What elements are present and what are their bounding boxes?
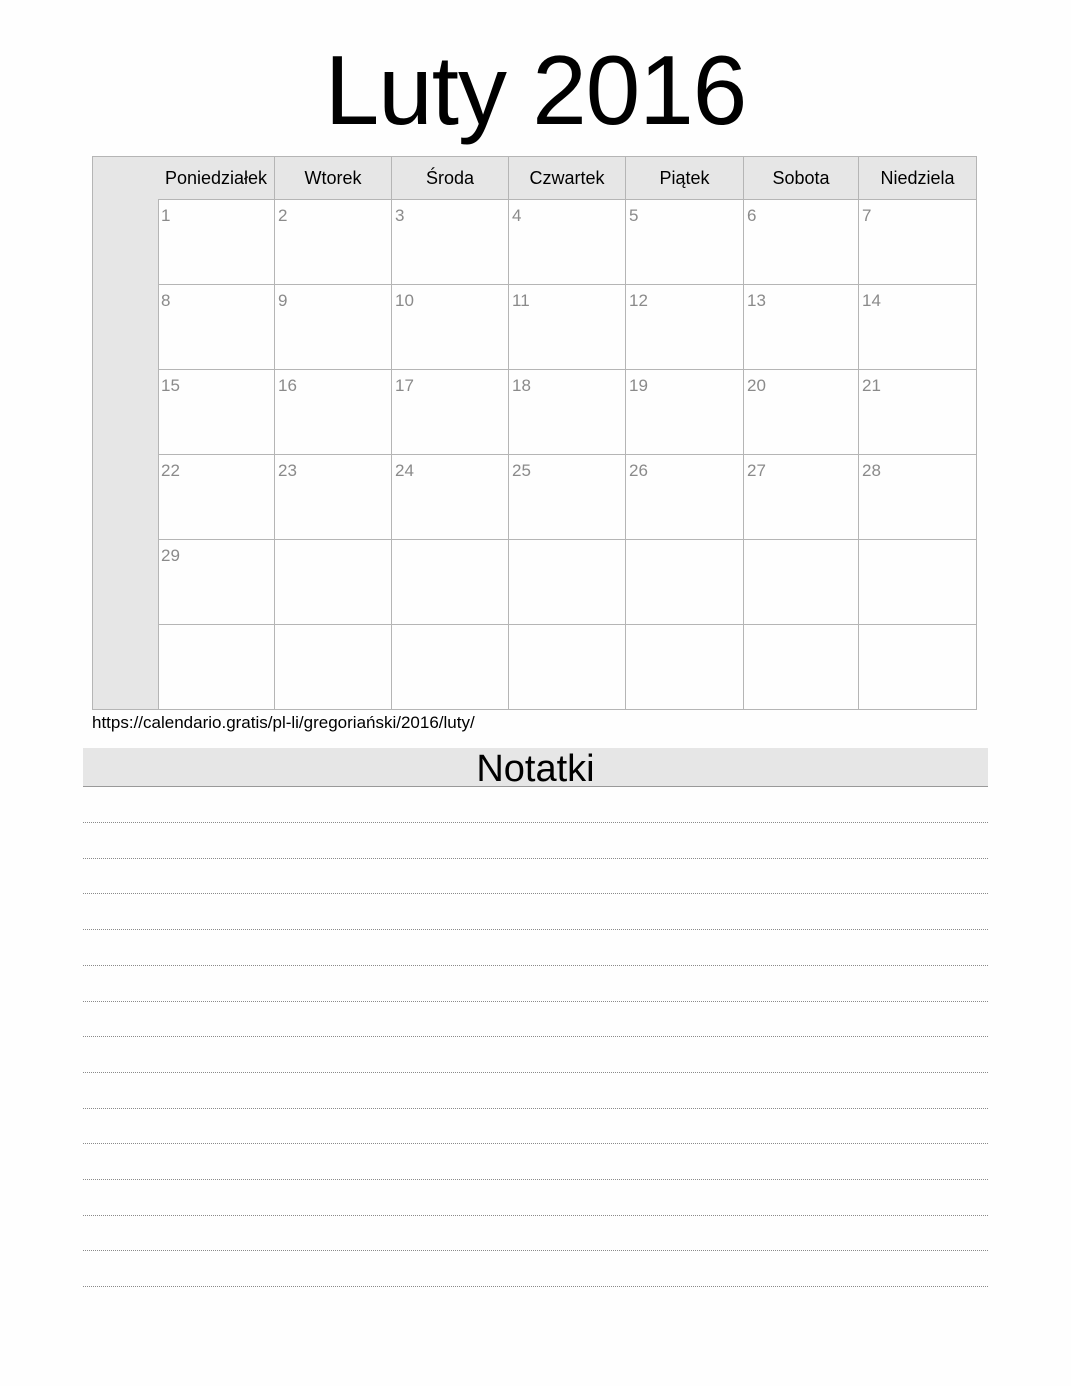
note-line [83, 822, 988, 823]
day-cell [509, 540, 626, 625]
day-cell [509, 200, 626, 285]
note-line [83, 858, 988, 859]
day-cell [392, 285, 509, 370]
note-line [83, 1072, 988, 1073]
day-cell [392, 200, 509, 285]
day-cell [509, 285, 626, 370]
note-line [83, 1250, 988, 1251]
day-cell [744, 285, 859, 370]
day-cell [626, 285, 744, 370]
note-line [83, 1036, 988, 1037]
day-cell [509, 455, 626, 540]
day-cell [392, 625, 509, 710]
day-number: 18 [512, 376, 531, 395]
day-cell [859, 455, 977, 540]
day-number: 20 [747, 376, 766, 395]
day-cell [626, 370, 744, 455]
day-number: 22 [161, 461, 180, 480]
day-number: 10 [395, 291, 414, 310]
day-number: 2 [278, 206, 288, 225]
day-cell [744, 455, 859, 540]
note-line [83, 1001, 988, 1002]
note-line [83, 929, 988, 930]
day-cell [158, 540, 275, 625]
weekday-header: Poniedziałek [158, 157, 275, 200]
day-cell [859, 285, 977, 370]
source-url: https://calendario.gratis/pl-li/gregoriański/2016/luty/ [92, 713, 475, 732]
day-number: 26 [629, 461, 648, 480]
day-number: 6 [747, 206, 757, 225]
day-cell [275, 285, 392, 370]
day-number: 7 [862, 206, 872, 225]
weekday-header: Piątek [626, 157, 744, 200]
day-number: 3 [395, 206, 405, 225]
day-number: 14 [862, 291, 881, 310]
weekday-header: Czwartek [509, 157, 626, 200]
day-number: 13 [747, 291, 766, 310]
day-cell [509, 625, 626, 710]
day-number: 11 [512, 291, 530, 310]
day-number: 25 [512, 461, 531, 480]
day-cell [158, 200, 275, 285]
day-cell [859, 370, 977, 455]
day-number: 19 [629, 376, 648, 395]
note-line [83, 1108, 988, 1109]
weekday-header: Niedziela [859, 157, 977, 200]
day-cell [859, 200, 977, 285]
day-cell [158, 625, 275, 710]
day-cell [275, 625, 392, 710]
day-cell [158, 370, 275, 455]
day-cell [392, 370, 509, 455]
day-cell [744, 540, 859, 625]
day-cell [509, 370, 626, 455]
week-number-column [93, 157, 159, 709]
day-number: 29 [161, 546, 180, 565]
day-number: 27 [747, 461, 766, 480]
day-number: 4 [512, 206, 522, 225]
day-cell [859, 625, 977, 710]
note-line [83, 1179, 988, 1180]
notes-title: Notatki [83, 748, 988, 787]
day-cell [275, 455, 392, 540]
day-cell [744, 200, 859, 285]
day-cell [392, 455, 509, 540]
note-line [83, 1215, 988, 1216]
day-cell [626, 540, 744, 625]
day-cell [275, 540, 392, 625]
day-number: 17 [395, 376, 414, 395]
day-number: 8 [161, 291, 171, 310]
day-cell [158, 285, 275, 370]
day-cell [626, 625, 744, 710]
page-title: Luty 2016 [324, 35, 747, 145]
day-number: 28 [862, 461, 881, 480]
day-cell [744, 370, 859, 455]
note-line [83, 1286, 988, 1287]
day-cell [158, 455, 275, 540]
weekday-header: Środa [392, 157, 509, 200]
day-number: 9 [278, 291, 288, 310]
day-cell [275, 200, 392, 285]
day-number: 23 [278, 461, 297, 480]
calendar-grid [92, 156, 977, 710]
day-number: 16 [278, 376, 297, 395]
day-cell [744, 625, 859, 710]
day-number: 12 [629, 291, 648, 310]
day-cell [392, 540, 509, 625]
day-cell [626, 455, 744, 540]
weekday-header: Wtorek [275, 157, 392, 200]
day-cell [275, 370, 392, 455]
day-number: 24 [395, 461, 414, 480]
day-number: 5 [629, 206, 639, 225]
day-number: 21 [862, 376, 881, 395]
note-line [83, 965, 988, 966]
day-cell [859, 540, 977, 625]
day-number: 1 [161, 206, 171, 225]
weekday-header: Sobota [744, 157, 859, 200]
day-number: 15 [161, 376, 180, 395]
day-cell [626, 200, 744, 285]
note-line [83, 893, 988, 894]
note-line [83, 1143, 988, 1144]
